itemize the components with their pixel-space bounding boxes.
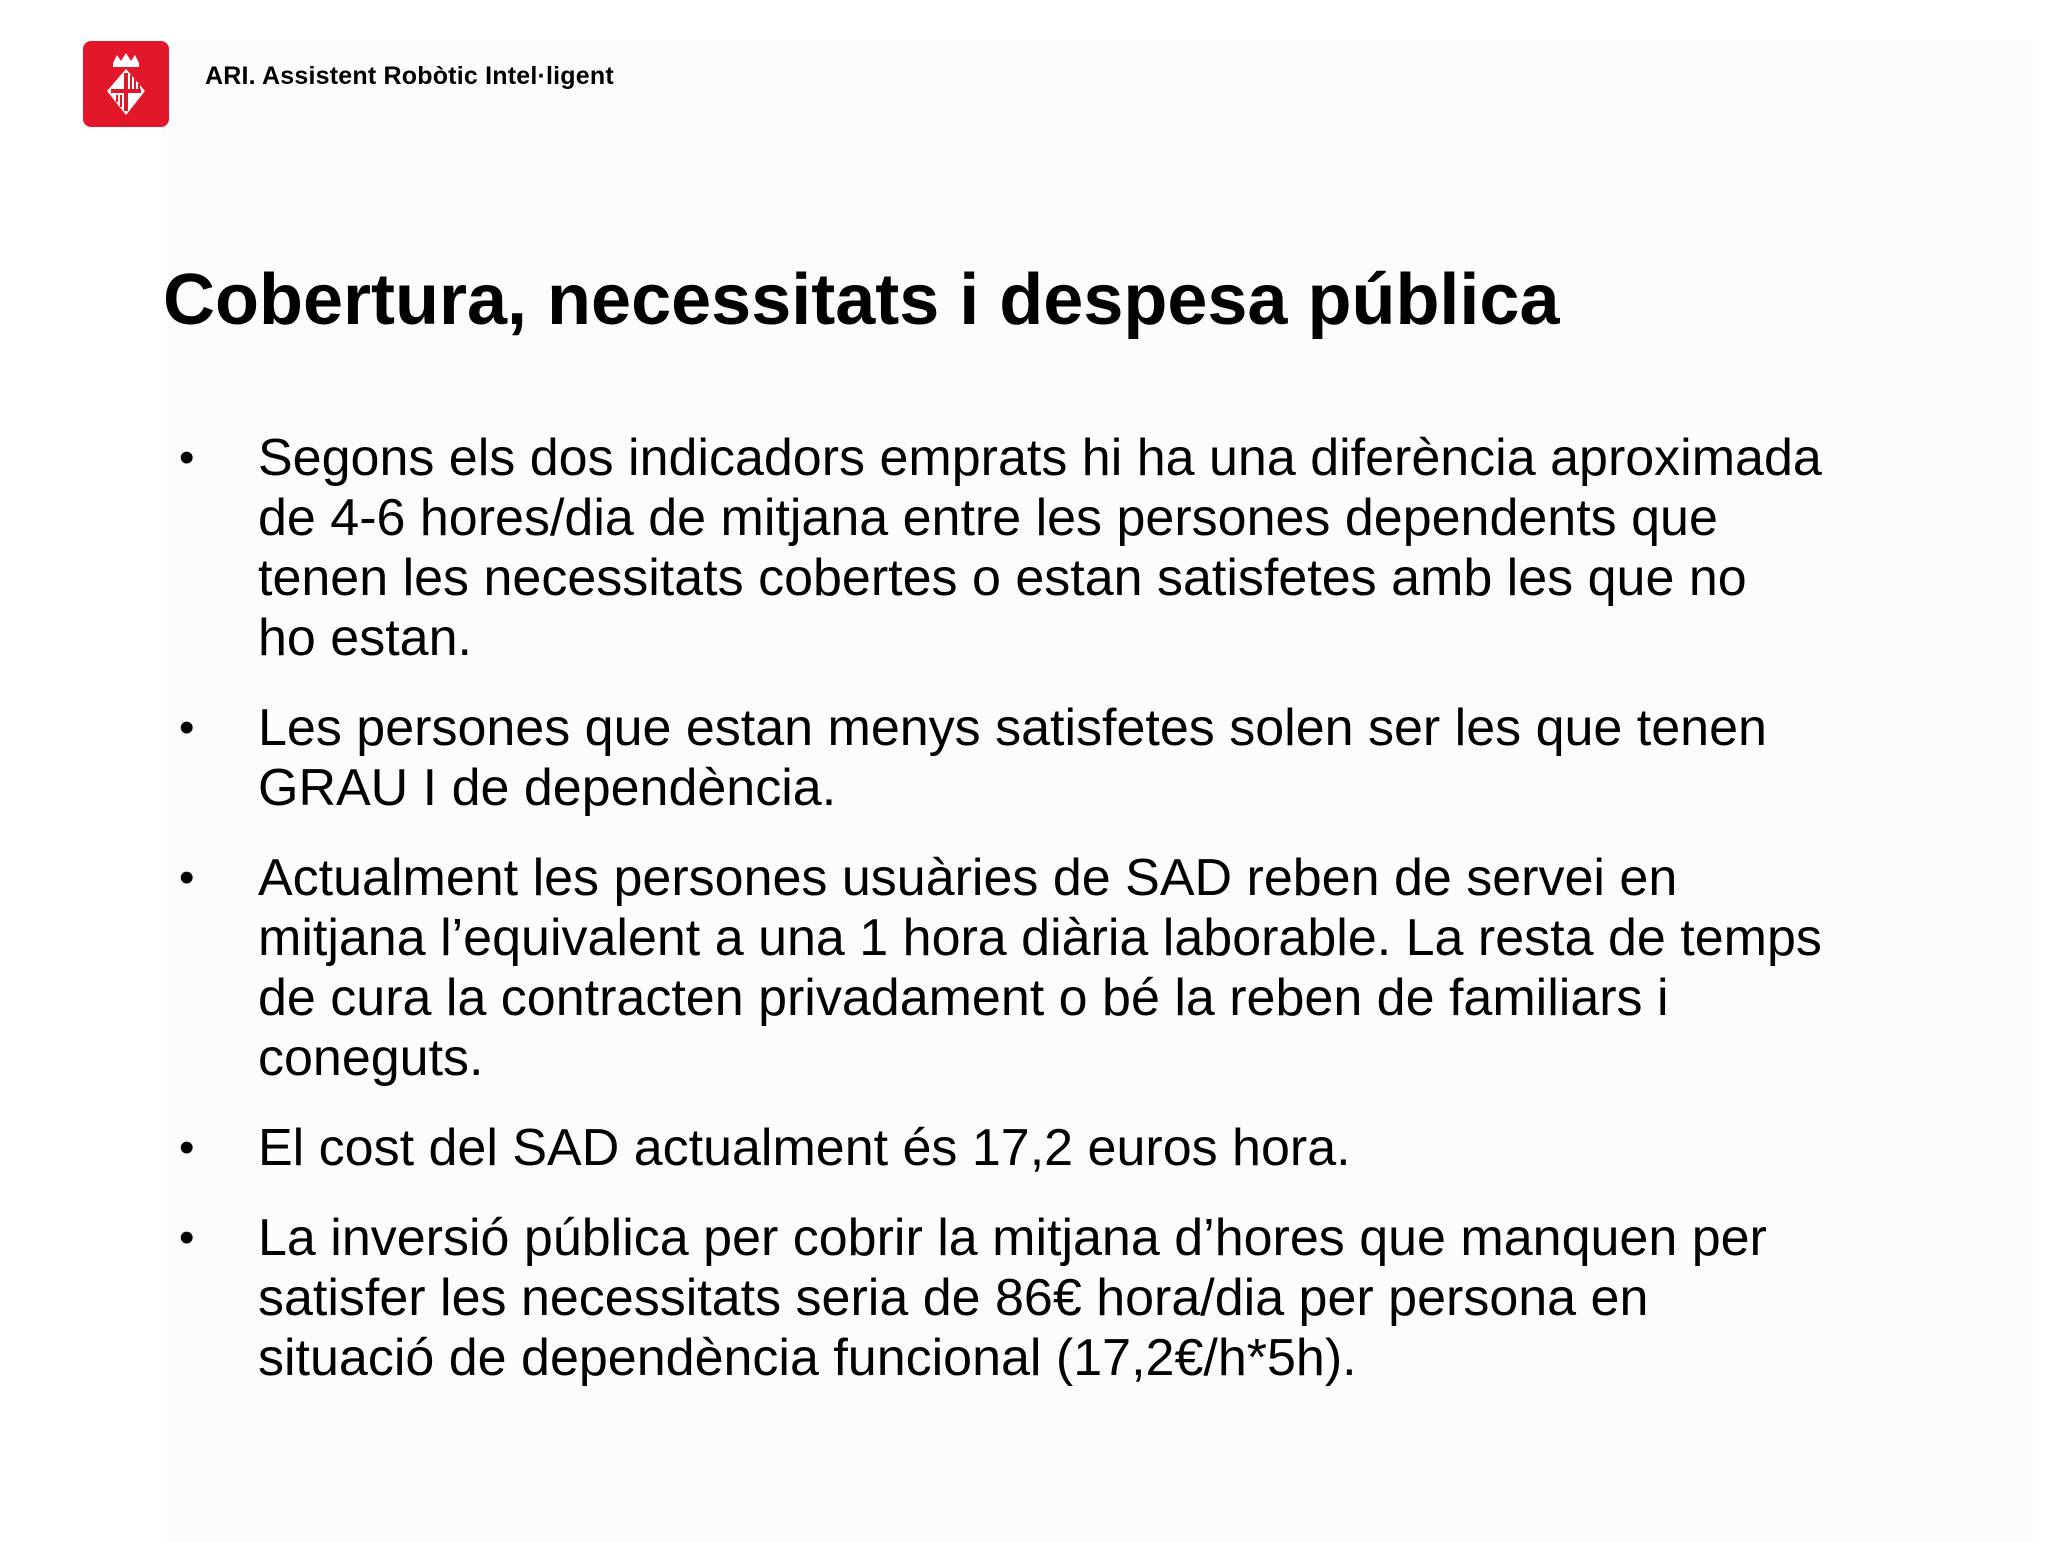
- bullet-text: Actualment les persones usuàries de SAD reben de servei en mitjana l’equivalent a una 1 hora diària laborable. La resta de temps de cura la contracten privadament o bé la reben de familiars i coneguts.: [258, 849, 1822, 1087]
- bullet-icon: •: [179, 703, 195, 752]
- bullet-icon: •: [179, 1123, 195, 1172]
- barcelona-coat-of-arms-icon: [83, 41, 169, 127]
- bullet-text: Les persones que estan menys satisfetes solen ser les que tenen GRAU I de dependència.: [258, 699, 1767, 817]
- bullet-icon: •: [179, 1213, 195, 1262]
- bullet-text: Segons els dos indicadors emprats hi ha una diferència aproximada de 4-6 hores/dia de mitjana entre les persones dependents que tenen les necessitats cobertes o estan satisfetes amb les que no ho estan.: [258, 429, 1822, 667]
- slide-title: Cobertura, necessitats i despesa pública: [163, 260, 1560, 340]
- bullet-item: [163, 698, 1973, 818]
- app-title: ARI. Assistent Robòtic Intel·ligent: [205, 62, 614, 90]
- bullet-icon: •: [179, 853, 195, 902]
- bullet-text: La inversió pública per cobrir la mitjana d’hores que manquen per satisfer les necessitats seria de 86€ hora/dia per persona en situació de dependència funcional (17,2€/h*5h).: [258, 1209, 1767, 1387]
- bullet-item: [163, 428, 1973, 668]
- bullet-item: [163, 1208, 1973, 1388]
- bullet-list: [163, 428, 1973, 1418]
- bullet-icon: •: [179, 433, 195, 482]
- bullet-item: [163, 1118, 1973, 1178]
- bullet-text: El cost del SAD actualment és 17,2 euros hora.: [258, 1119, 1351, 1177]
- bullet-item: [163, 848, 1973, 1088]
